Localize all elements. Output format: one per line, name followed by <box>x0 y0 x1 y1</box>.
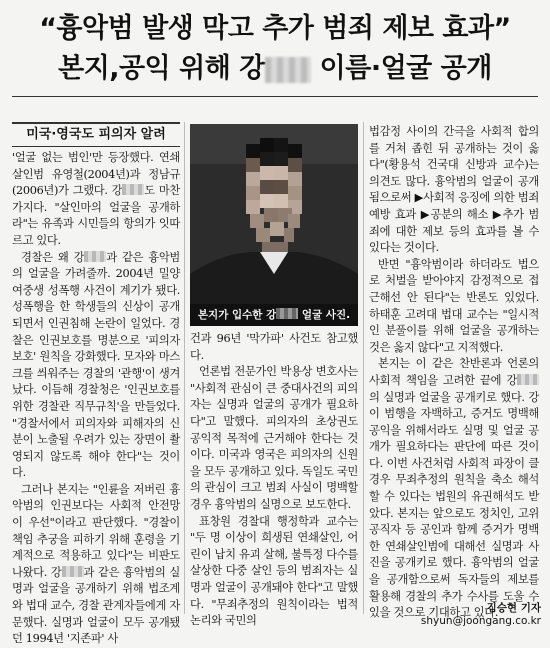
redaction-blur <box>84 251 106 262</box>
redaction-blur <box>276 308 298 319</box>
paragraph: 건과 96년 '막가파' 사건도 참고했다. <box>190 332 358 362</box>
photo-caption: 본지가 입수한 강 얼굴 사진. <box>190 304 358 326</box>
redaction-blur <box>517 374 539 385</box>
article-column-3 <box>369 124 539 622</box>
redaction-blur <box>62 566 84 577</box>
article-column-1 <box>12 150 180 648</box>
paragraph: 경찰은 왜 강 과 같은 흉악범의 얼굴을 가려줄까. 2004년 밀양 여중생 성폭행 사건이 계기가 됐다. 성폭행을 한 학생들의 신상이 공개되면서 인권침해 논란이 일었다. 경찰은 인권보호를 명분으로 '피의자 보호' 원칙을 강화했다. 모자와 마스크를 씌워주는 경찰의 '관행'이 생겨났다. 이듬해 경찰청은 '인권보호를 위한 경찰관 직무규칙'을 만들었다. "경찰서에서 피의자와 피해자의 신분이 노출될 우려가 있는 장면이 촬영되지 않도록 해야 한다"는 것이다. <box>12 250 180 480</box>
byline <box>369 600 541 627</box>
headline-sub-prefix: 본지,공익 위해 강 <box>58 53 265 84</box>
paragraph: 언론법 전문가인 박용상 변호사는 "사회적 관심이 큰 중대사건의 피의자는 실명과 얼굴의 공개가 필요하다"고 말했다. 피의자의 초상권도 공익적 목적에 근거해야 한다는 것이다. 미국과 영국은 피의자의 신원을 모두 공개하고 있다. 독일도 국민의 관심이 크고 범죄 사실이 명백할 경우 흉악범의 실명으로 보도한다. <box>190 365 358 511</box>
paragraph: 반면 "흉악범이라 하더라도 법으로 처벌을 받아야지 감정적으로 접근해선 안 된다"는 반론도 있었다. 하태훈 고려대 법대 교수는 "일시적인 분풀이를 위해 얼굴을 공개하는 것은 옳지 않다"고 지적했다. <box>369 257 539 354</box>
headline-sub-suffix: 이름·얼굴 공개 <box>310 53 492 84</box>
reporter-name: 김승현 기자 <box>486 602 541 614</box>
top-rule <box>12 96 538 97</box>
headline-main: “흉악범 발생 막고 추가 범죄 제보 효과” <box>39 13 511 44</box>
suspect-photo <box>190 124 358 304</box>
paragraph: '얼굴 없는 범인'만 등장했다. 연쇄살인범 유영철(2004년)과 정남규(2006년)가 그랬다. 강 도 마찬가지다. "살인마의 얼굴을 공개하라"는 유족과 시민들의 항의가 잇따르고 있다. <box>12 151 180 247</box>
headline-sub <box>0 46 550 85</box>
paragraph: 본지는 이 같은 찬반론과 언론의 사회적 책임을 고려한 끝에 강의 실명과 얼굴을 공개키로 했다. 강이 범행을 자백하고, 증거도 명백해 공익을 위해서라도 실명 및 얼굴 공개가 필요하다는 판단에 따른 것이다. 이번 사건처럼 사회적 파장이 클 경우 무죄추정의 원칙을 축소 해석할 수 있다는 법원의 유권해석도 받았다. 본지는 앞으로도 정치인, 고위 공직자 등 공인과 함께 증거가 명백한 연쇄살인범에 대해선 실명과 사진을 공개키로 했다. 흉악범의 얼굴을 공개함으로써 독자들의 제보를 활용해 경찰의 추가 수사를 도울 수 있을 것으로 기대하고 있다. <box>369 357 539 620</box>
paragraph: 표창원 경찰대 행정학과 교수는 "두 명 이상이 희생된 연쇄살인, 어린이 납치 유괴 살해, 불특정 다수를 살상한 다중 살인 등의 범죄자는 실명과 얼굴이 공개돼야 한다"고 말했다. "무죄추정의 원칙이라는 법적 논리와 국민의 <box>190 514 358 628</box>
paragraph: 그러나 본지는 "인륜을 저버린 흉악범의 인권보다는 사회적 안전망이 우선"이라고 판단했다. "경찰이 책임 추궁을 피하기 위해 훈령을 기계적으로 적용하고 있다"는 비판도 나왔다. 강 과 같은 흉악범의 실명과 얼굴을 공개하기 위해 법조계와 법대 교수, 경찰 관계자들에게 자문했다. 실명과 얼굴이 모두 공개됐던 1994년 '지존파' 사 <box>12 482 180 646</box>
section-subhead: 미국·영국도 피의자 알려 <box>12 122 180 147</box>
article-column-2 <box>190 331 358 630</box>
redaction-blur <box>122 184 144 195</box>
paragraph: 법감정 사이의 간극을 사회적 합의를 거쳐 좁힌 뒤 공개하는 것이 옳다"(황용석 건국대 신방과 교수)는 의견도 많다. 흉악범의 얼굴이 공개됨으로써 ▶사회적 응징에 의한 범죄 예방 효과 ▶공분의 해소 ▶추가 범죄에 대한 제보 등의 효과를 볼 수 있다는 것이다. <box>369 125 539 255</box>
redaction-blur <box>265 57 311 83</box>
column-divider <box>363 122 364 614</box>
reporter-email[interactable]: shyun@joongang.co.kr <box>420 615 541 627</box>
column-divider <box>184 122 185 614</box>
pixelated-portrait <box>190 124 358 304</box>
